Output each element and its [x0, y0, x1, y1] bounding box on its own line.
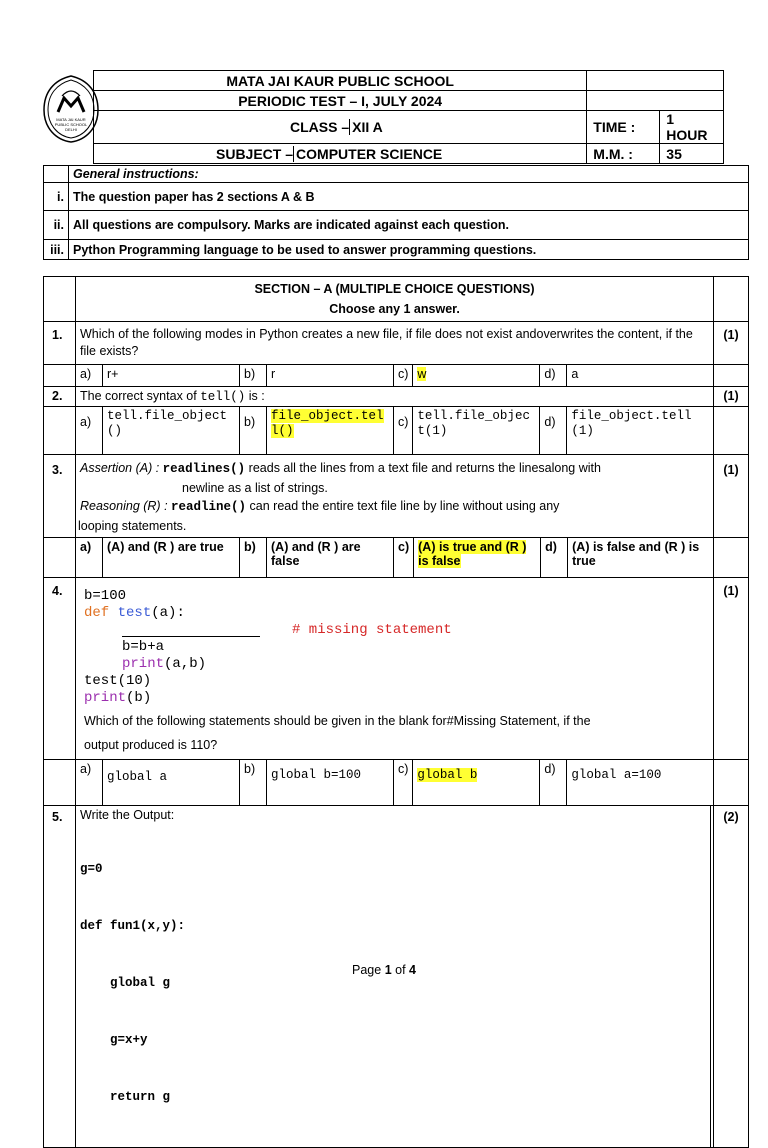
- option-letter: d): [540, 760, 567, 806]
- section-title: SECTION – A (MULTIPLE CHOICE QUESTIONS): [254, 282, 535, 296]
- option-d[interactable]: (A) is false and (R ) is true: [568, 538, 714, 578]
- question-number: 2.: [44, 387, 76, 407]
- mm-label: M.M. :: [587, 144, 660, 164]
- option-letter: b): [240, 760, 267, 806]
- option-c[interactable]: global b: [413, 760, 540, 806]
- option-letter: a): [76, 365, 103, 387]
- question-5-text: Write the Output:: [80, 808, 175, 822]
- question-number: 5.: [44, 806, 76, 1148]
- question-2-text: The correct syntax of tell() is :: [76, 387, 714, 407]
- option-letter: d): [540, 407, 567, 455]
- option-letter: a): [76, 538, 103, 578]
- mm-value: 35: [660, 144, 724, 164]
- instruction-text: Python Programming language to be used to answer programming questions.: [69, 240, 749, 260]
- question-3-text: Assertion (A) : readlines() reads all the lines from a text file and returns the linesalong with newline as a list of strings. Reasoning (R) : readline() can read the entire text file line by line without using any looping statements.: [76, 455, 714, 538]
- question-number: 3.: [44, 455, 76, 538]
- instruction-num: ii.: [44, 211, 69, 240]
- instructions-title: General instructions:: [69, 166, 749, 183]
- inline-code: tell(): [200, 390, 246, 404]
- test-title: PERIODIC TEST – I, JULY 2024: [94, 91, 587, 111]
- option-letter: c): [394, 538, 414, 578]
- question-2-options: [75, 406, 714, 455]
- question-4-text: Which of the following statements should be given in the blank for#Missing Statement, if the: [84, 714, 591, 728]
- section-title-cell: [76, 277, 714, 322]
- option-letter: c): [394, 365, 413, 387]
- section-subtitle: Choose any 1 answer.: [329, 302, 460, 316]
- option-letter: b): [240, 365, 267, 387]
- option-d[interactable]: global a=100: [567, 760, 714, 806]
- question-marks: (2): [714, 806, 749, 1148]
- option-d[interactable]: file_object.tell(1): [567, 407, 714, 455]
- instruction-text: All questions are compulsory. Marks are indicated against each question.: [69, 211, 749, 240]
- section-a-table: [43, 276, 749, 1148]
- class-cell: [94, 111, 587, 144]
- option-letter: c): [394, 760, 413, 806]
- option-letter: a): [76, 407, 103, 455]
- option-a[interactable]: r+: [103, 365, 240, 387]
- option-letter: c): [394, 407, 413, 455]
- option-b[interactable]: (A) and (R ) are false: [267, 538, 394, 578]
- option-d[interactable]: a: [567, 365, 714, 387]
- question-1-options: [75, 364, 714, 387]
- option-a[interactable]: tell.file_object(): [103, 407, 240, 455]
- subject-value: COMPUTER SCIENCE: [293, 146, 442, 162]
- option-letter: d): [541, 538, 568, 578]
- question-4-body: [76, 578, 714, 760]
- code-comment: # missing statement: [292, 622, 452, 638]
- question-number: 4.: [44, 578, 76, 760]
- option-letter: a): [76, 760, 103, 806]
- instruction-num: iii.: [44, 240, 69, 260]
- subject-label: SUBJECT –: [216, 145, 294, 162]
- header-table: [93, 70, 724, 164]
- question-3-options: [75, 537, 714, 578]
- school-name: MATA JAI KAUR PUBLIC SCHOOL: [94, 71, 587, 91]
- option-a[interactable]: (A) and (R ) are true: [103, 538, 240, 578]
- page-footer: Page 1 of 4: [352, 963, 416, 977]
- question-marks: (1): [714, 578, 749, 760]
- logo-text-1: MATA JAI KAUR: [56, 117, 86, 122]
- question-4-options: [75, 759, 714, 806]
- question-1-text: Which of the following modes in Python creates a new file, if file does not exist andoverwrites the content, if the file exists?: [76, 322, 714, 365]
- instruction-text: The question paper has 2 sections A & B: [69, 183, 749, 211]
- option-b[interactable]: file_object.tell(): [267, 407, 394, 455]
- option-c[interactable]: (A) is true and (R ) is false: [414, 538, 541, 578]
- question-4-text-2: output produced is 110?: [84, 738, 218, 752]
- class-value: XII A: [349, 119, 383, 135]
- logo-text-3: DELHI: [65, 127, 77, 132]
- subject-cell: [94, 144, 587, 164]
- question-marks: (1): [714, 322, 749, 365]
- inline-code: readline(): [171, 500, 247, 514]
- instructions-table: [43, 165, 749, 260]
- option-c[interactable]: w: [413, 365, 540, 387]
- instruction-num: i.: [44, 183, 69, 211]
- option-letter: d): [540, 365, 567, 387]
- option-letter: b): [240, 538, 267, 578]
- option-b[interactable]: global b=100: [267, 760, 394, 806]
- question-marks: (1): [714, 387, 749, 407]
- blank-line: [122, 636, 260, 637]
- question-number: 1.: [44, 322, 76, 365]
- logo-text-2: PUBLIC SCHOOL: [54, 122, 88, 127]
- code-block: b=100 def test(a): # missing statement b=b+a print(a,b) test(10) print(b): [84, 588, 452, 706]
- inline-code: readlines(): [162, 462, 246, 476]
- option-a[interactable]: global a: [103, 760, 240, 806]
- option-b[interactable]: r: [267, 365, 394, 387]
- option-c[interactable]: tell.file_object(1): [413, 407, 540, 455]
- time-label: TIME :: [587, 111, 660, 144]
- question-marks: (1): [714, 455, 749, 538]
- code-block: g=0 def fun1(x,y): global g g=x+y return g: [80, 862, 186, 1104]
- option-letter: b): [240, 407, 267, 455]
- time-value: 1 HOUR: [660, 111, 724, 144]
- class-label: CLASS –: [290, 119, 350, 135]
